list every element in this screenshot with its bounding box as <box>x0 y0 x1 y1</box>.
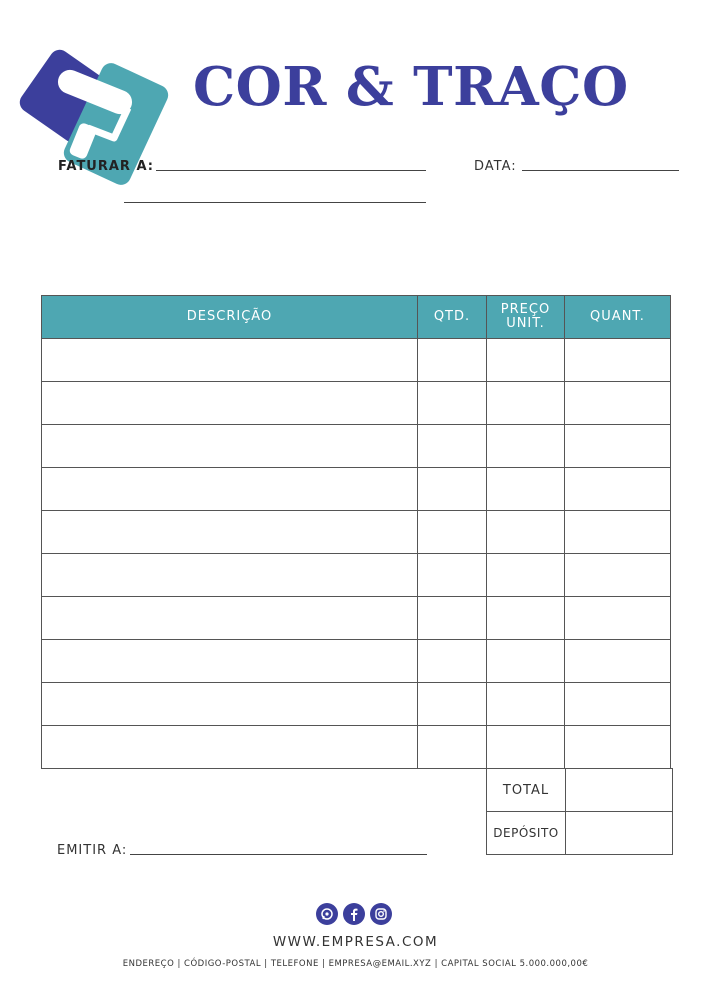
unit-price-header-text: PREÇO UNIT. <box>500 302 551 331</box>
deposit-value-cell[interactable] <box>566 812 673 855</box>
amount-cell[interactable] <box>565 382 671 425</box>
table-row <box>42 382 671 425</box>
whatsapp-icon[interactable] <box>316 903 338 925</box>
bill-to-field-line-1[interactable] <box>156 170 426 171</box>
amount-cell[interactable] <box>565 339 671 382</box>
amount-cell[interactable] <box>565 726 671 769</box>
description-cell[interactable] <box>42 511 418 554</box>
unit-price-cell[interactable] <box>487 597 565 640</box>
amount-cell[interactable] <box>565 554 671 597</box>
description-cell[interactable] <box>42 339 418 382</box>
description-cell[interactable] <box>42 726 418 769</box>
amount-cell[interactable] <box>565 597 671 640</box>
quantity-cell[interactable] <box>418 425 487 468</box>
column-header-quantity: QTD. <box>418 296 487 339</box>
total-label: TOTAL <box>487 769 566 812</box>
description-cell[interactable] <box>42 554 418 597</box>
deposit-row <box>487 812 673 855</box>
description-cell[interactable] <box>42 468 418 511</box>
quantity-cell[interactable] <box>418 597 487 640</box>
unit-price-cell[interactable] <box>487 726 565 769</box>
issue-to-label: EMITIR A: <box>57 843 128 858</box>
amount-cell[interactable] <box>565 683 671 726</box>
company-contact-info: ENDEREÇO | CÓDIGO-POSTAL | TELEFONE | EMPRESA@EMAIL.XYZ | CAPITAL SOCIAL 5.000.000,00€ <box>122 959 589 969</box>
total-row <box>487 769 673 812</box>
company-name: COR & TRAÇO <box>193 56 629 118</box>
table-row <box>42 597 671 640</box>
quantity-cell[interactable] <box>418 468 487 511</box>
table-row <box>42 511 671 554</box>
paint-roller-logo <box>18 42 170 200</box>
column-header-description: DESCRIÇÃO <box>42 296 418 339</box>
unit-price-cell[interactable] <box>487 640 565 683</box>
description-cell[interactable] <box>42 382 418 425</box>
table-row <box>42 468 671 511</box>
table-row <box>42 425 671 468</box>
quantity-cell[interactable] <box>418 511 487 554</box>
quantity-cell[interactable] <box>418 554 487 597</box>
amount-cell[interactable] <box>565 468 671 511</box>
social-icons <box>316 903 396 927</box>
description-cell[interactable] <box>42 640 418 683</box>
amount-cell[interactable] <box>565 640 671 683</box>
date-label: DATA: <box>474 159 517 174</box>
quantity-cell[interactable] <box>418 683 487 726</box>
unit-price-cell[interactable] <box>487 425 565 468</box>
description-cell[interactable] <box>42 425 418 468</box>
table-row <box>42 339 671 382</box>
amount-cell[interactable] <box>565 511 671 554</box>
quantity-cell[interactable] <box>418 382 487 425</box>
table-row <box>42 554 671 597</box>
unit-price-cell[interactable] <box>487 382 565 425</box>
unit-price-cell[interactable] <box>487 511 565 554</box>
website-url[interactable]: WWW.EMPRESA.COM <box>272 934 439 950</box>
unit-price-cell[interactable] <box>487 339 565 382</box>
amount-cell[interactable] <box>565 425 671 468</box>
column-header-unit-price <box>487 296 565 339</box>
facebook-icon[interactable] <box>343 903 365 925</box>
description-cell[interactable] <box>42 683 418 726</box>
table-row <box>42 640 671 683</box>
quantity-cell[interactable] <box>418 726 487 769</box>
column-header-amount: QUANT. <box>565 296 671 339</box>
bill-to-field-line-2[interactable] <box>124 202 426 203</box>
bill-to-label: FATURAR A: <box>58 159 154 174</box>
table-row <box>42 726 671 769</box>
invoice-items-table <box>41 295 670 769</box>
total-value-cell[interactable] <box>566 769 673 812</box>
instagram-icon[interactable] <box>370 903 392 925</box>
totals-table <box>486 768 673 855</box>
issue-to-field-line[interactable] <box>130 854 427 855</box>
quantity-cell[interactable] <box>418 640 487 683</box>
deposit-label: DEPÓSITO <box>487 812 566 855</box>
description-cell[interactable] <box>42 597 418 640</box>
table-header-row <box>42 296 671 339</box>
unit-price-cell[interactable] <box>487 683 565 726</box>
unit-price-cell[interactable] <box>487 554 565 597</box>
quantity-cell[interactable] <box>418 339 487 382</box>
table-row <box>42 683 671 726</box>
date-field-line[interactable] <box>522 170 679 171</box>
unit-price-cell[interactable] <box>487 468 565 511</box>
